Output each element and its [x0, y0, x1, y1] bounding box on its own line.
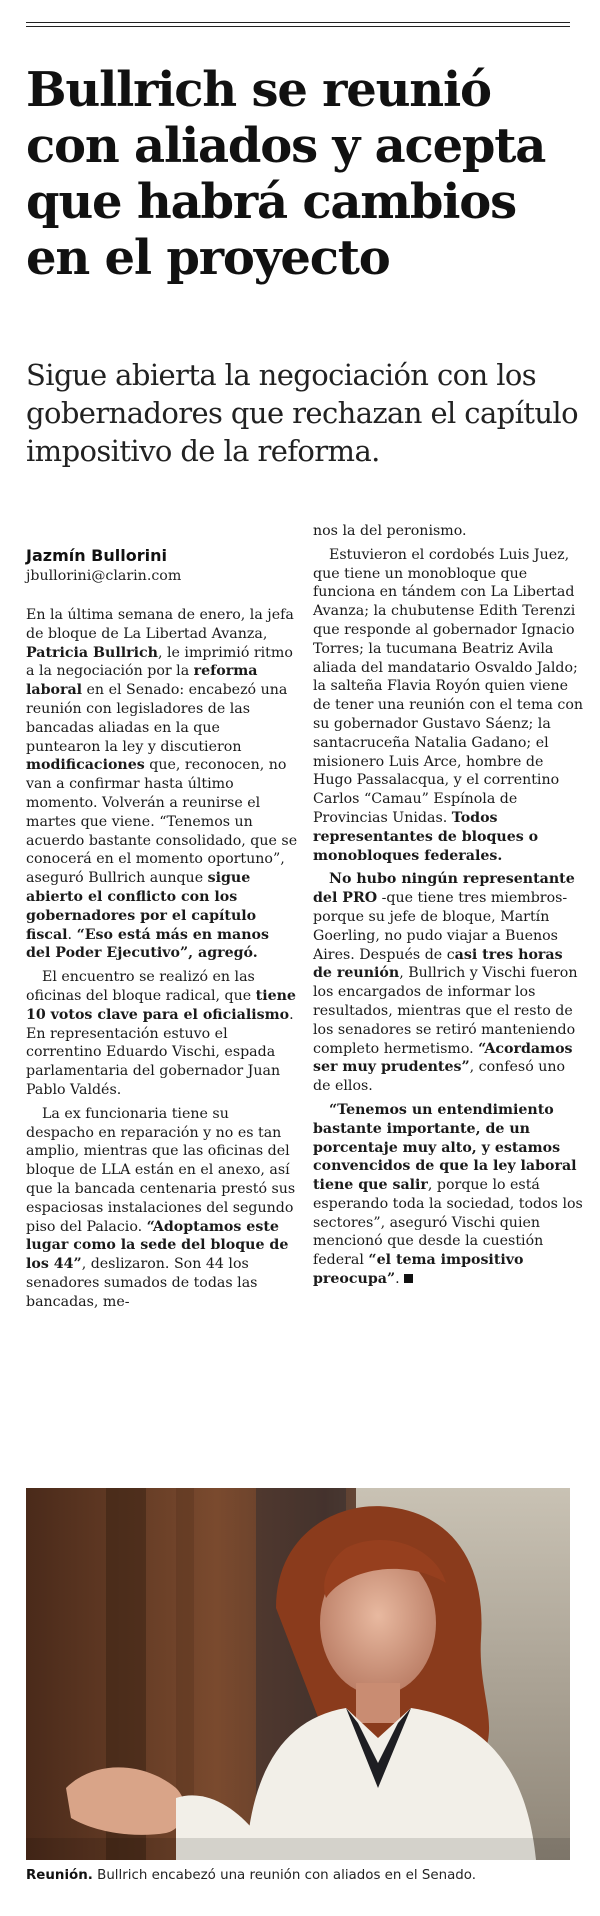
text-run: , deslizaron. Son 44 los senadores sumados de todas las bancadas, me- — [26, 1256, 258, 1310]
bold-text-run: modificaciones — [26, 757, 145, 774]
bold-text-run: No hubo ningún representante del PRO — [313, 871, 575, 907]
text-run: La ex funcionaria tiene su despacho en reparación y no es tan amplio, mientras que las oficinas del bloque de LLA están en el anexo, así que la bancada centenaria prestó sus espaciosas instalaciones del segundo piso del Palacio. — [26, 1105, 296, 1235]
bold-text-run: reforma laboral — [26, 663, 258, 699]
text-run: que, reconocen, no van a confirmar hasta último momento. Volverán a reunirse el martes que viene. “Tenemos un acuerdo bastante consolidado, que se conocerá en el momento oportuno”, aseguró Bullrich aunque — [26, 757, 298, 887]
article-paragraph — [313, 522, 585, 541]
text-run: nos la del peronismo. — [313, 523, 467, 539]
caption-label: Reunión. — [26, 1868, 93, 1883]
article-paragraph — [26, 606, 298, 963]
headline: Bullrich se reunió con aliados y acepta que habrá cambios en el proyecto — [26, 62, 546, 286]
text-run: . — [395, 1271, 400, 1288]
article-paragraph — [313, 870, 585, 1096]
top-rule — [26, 22, 570, 27]
text-run: , Bullrich y Vischi fueron los encargados de informar los resultados, mientras que el resto de los senadores se retiró manteniendo completo hermetismo. — [313, 965, 578, 1057]
bold-text-run: “Adoptamos este lugar como la sede del bloque de los 44” — [26, 1218, 289, 1273]
text-run: En la última semana de enero, la jefa de bloque de La Libertad Avanza, — [26, 607, 294, 642]
text-run: , confesó uno de ellos. — [313, 1059, 566, 1095]
bold-text-run: “Eso está más en manos del Poder Ejecutivo”, agregó. — [26, 926, 270, 962]
text-run: . En representación estuvo el correntino Eduardo Vischi, espada parlamentaria del gobernador Juan Pablo Valdés. — [26, 1006, 294, 1098]
end-of-article-icon — [404, 1274, 413, 1283]
article-photo — [26, 1488, 570, 1860]
photo-illustration — [26, 1488, 570, 1860]
text-run: Estuvieron el cordobés Luis Juez, que tiene un monobloque que funciona en tándem con La Libertad Avanza; la chubutense Edith Terenzi que responde al gobernador Ignacio Torres; la tucumana Beatriz Avila aliada del mandatario Osvaldo Jaldo; la salteña Flavia Royón quien viene de tener una reunión con el tema con su gobernador Gustavo Sáenz; la santacruceña Natalia Gadano; el misionero Luis Arce, hombre de Hugo Passalacqua, y el correntino Carlos “Camau” Espínola de Provincias Unidas. — [313, 546, 584, 826]
bold-text-run: “Tenemos un entendimiento bastante importante, de un porcentaje muy alto, y estamos convencidos de que la ley laboral tiene que salir — [313, 1101, 577, 1194]
article-paragraph — [313, 1101, 585, 1289]
bold-text-run: sigue abierto el conflicto con los gobernadores por el capítulo fiscal — [26, 870, 257, 943]
article-paragraph — [26, 1105, 298, 1312]
bold-text-run: asi tres horas de reunión — [313, 946, 563, 982]
bold-text-run: “el tema impositivo preocupa” — [313, 1252, 524, 1288]
bold-text-run: Patricia Bullrich — [26, 644, 158, 661]
caption-text: Bullrich encabezó una reunión con aliados en el Senado. — [92, 1868, 477, 1883]
author-name: Jazmín Bullorini — [26, 546, 167, 565]
bold-text-run: tiene 10 votos clave para el oficialismo — [26, 987, 296, 1023]
text-run: . — [67, 926, 77, 943]
text-run: en el Senado: encabezó una reunión con legisladores de las bancadas aliadas en la que puntearon la ley y discutieron — [26, 682, 288, 755]
article-column-left — [26, 606, 298, 1316]
text-run: , le imprimió ritmo a la negociación por la — [26, 644, 293, 680]
bold-text-run: “Acordamos ser muy prudentes” — [313, 1040, 573, 1076]
author-email[interactable]: jbullorini@clarin.com — [26, 568, 182, 584]
article-column-right — [313, 522, 585, 1294]
bold-text-run: Todos representantes de bloques o monobloques federales. — [313, 809, 539, 864]
subheadline: Sigue abierta la negociación con los gobernadores que rechazan el capítulo impositivo de la reforma. — [26, 358, 578, 468]
photo-caption — [26, 1868, 586, 1883]
text-run: , porque lo está esperando toda la sociedad, todos los sectores”, aseguró Vischi quien mencionó que desde la cuestión federal — [313, 1177, 583, 1269]
text-run: El encuentro se realizó en las oficinas del bloque radical, que — [26, 969, 256, 1004]
article-paragraph — [26, 968, 298, 1100]
text-run: -que tiene tres miembros- porque su jefe de bloque, Martín Goerling, no pudo viajar a Buenos Aires. Después de c — [313, 890, 568, 963]
article-paragraph — [313, 546, 585, 866]
